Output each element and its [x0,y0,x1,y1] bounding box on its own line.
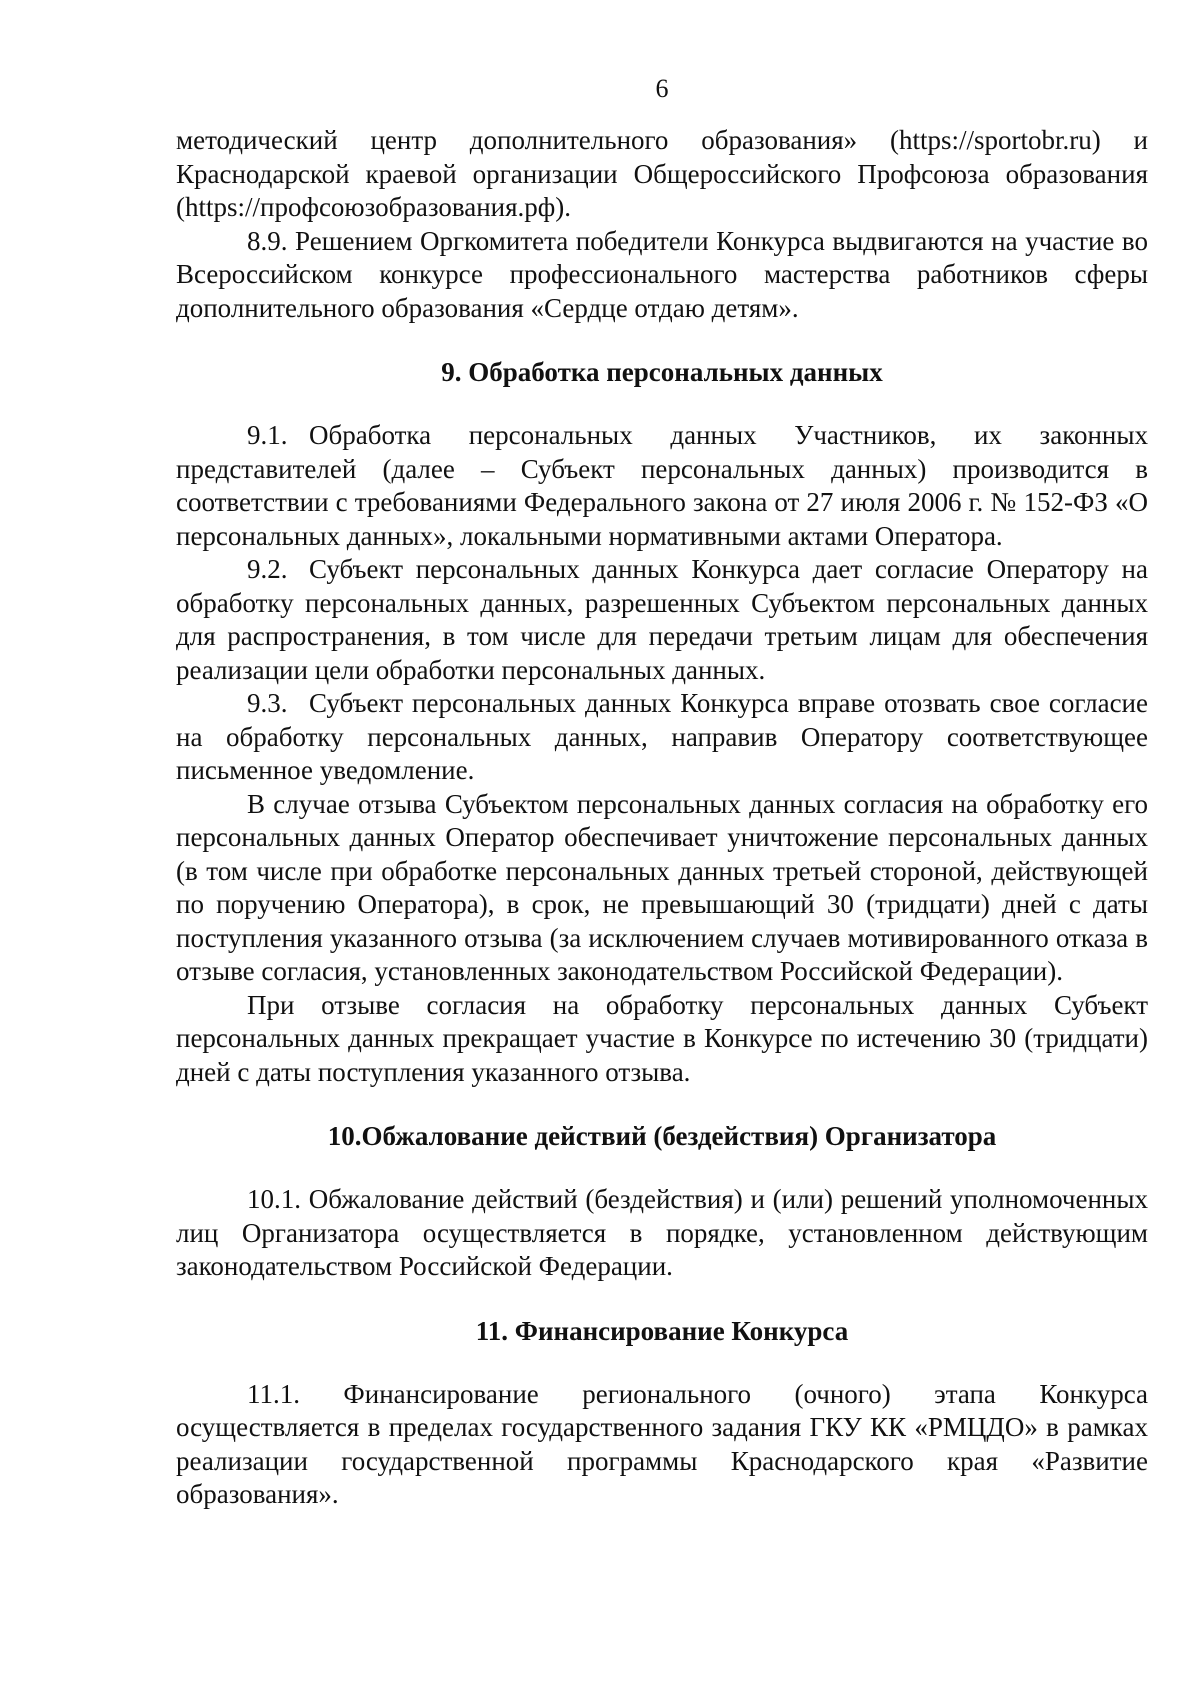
paragraph-9-2-number: 9.2. [247,554,288,584]
paragraph-9-3-termination: При отзыве согласия на обработку персональных данных Субъект персональных данных прекращает участие в Конкурсе по истечению 30 (тридцати) дней с даты поступления указанного отзыва. [176,989,1148,1087]
section-11-heading: 11. Финансирование Конкурса [475,1315,849,1346]
paragraph-9-3 [176,687,1148,788]
paragraph-9-1 [176,419,1148,553]
paragraph-10-1: 10.1. Обжалование действий (бездействия) и (или) решений уполномоченных лиц Организатора осуществляется в порядке, установленном действующим законодательством Российской Федерации. [176,1184,1148,1281]
section-10-heading: 10.Обжалование действий (бездействия) Организатора [327,1121,997,1151]
paragraph-9-3-withdrawal: В случае отзыва Субъектом персональных данных согласия на обработку его персональных данных Оператор обеспечивает уничтожение персональных данных (в том числе при обработке персональных данных третьей стороной, действующей по поручению Оператора), в срок, не превышающий 30 (тридцати) дней с даты поступления указанного отзыва (за исключением случаев мотивированного отказа в отзыве согласия, установленных законодательством Российской Федерации). [176,788,1148,986]
paragraph-11-1: 11.1. Финансирование регионального (очного) этапа Конкурса осуществляется в пределах государственного задания ГКУ КК «РМЦДО» в рамках реализации государственной программы Краснодарского края «Развитие образования». [176,1378,1148,1509]
intro-paragraph: методический центр дополнительного образования» (https://sportobr.ru) и Краснодарской краевой организации Общероссийского Профсоюза образования (https://профсоюзобразования.рф). [176,125,1148,222]
document-page [176,72,1148,1512]
paragraph-9-1-text: Обработка персональных данных Участников, их законных представителей (далее – Субъект персональных данных) производится в соответствии с требованиями Федерального закона от 27 июля 2006 г. № 152-ФЗ «О персональных данных», локальными нормативными актами Оператора. [176,420,1148,551]
paragraph-9-2-text: Субъект персональных данных Конкурса дает согласие Оператору на обработку персональных данных, разрешенных Субъектом персональных данных для распространения, в том числе для передачи третьим лицам для обеспечения реализации цели обработки персональных данных. [176,554,1148,685]
paragraph-9-3-text: Субъект персональных данных Конкурса вправе отозвать свое согласие на обработку персональных данных, направив Оператору соответствующее письменное уведомление. [176,688,1148,785]
paragraph-9-3-number: 9.3. [247,688,288,718]
paragraph-8-9: 8.9. Решением Оргкомитета победители Конкурса выдвигаются на участие во Всероссийском конкурсе профессионального мастерства работников сферы дополнительного образования «Сердце отдаю детям». [176,225,1148,323]
paragraph-9-1-number: 9.1. [247,420,288,450]
paragraph-9-2 [176,553,1148,687]
page-number: 6 [655,74,669,103]
section-9-heading: 9. Обработка персональных данных [441,357,883,387]
